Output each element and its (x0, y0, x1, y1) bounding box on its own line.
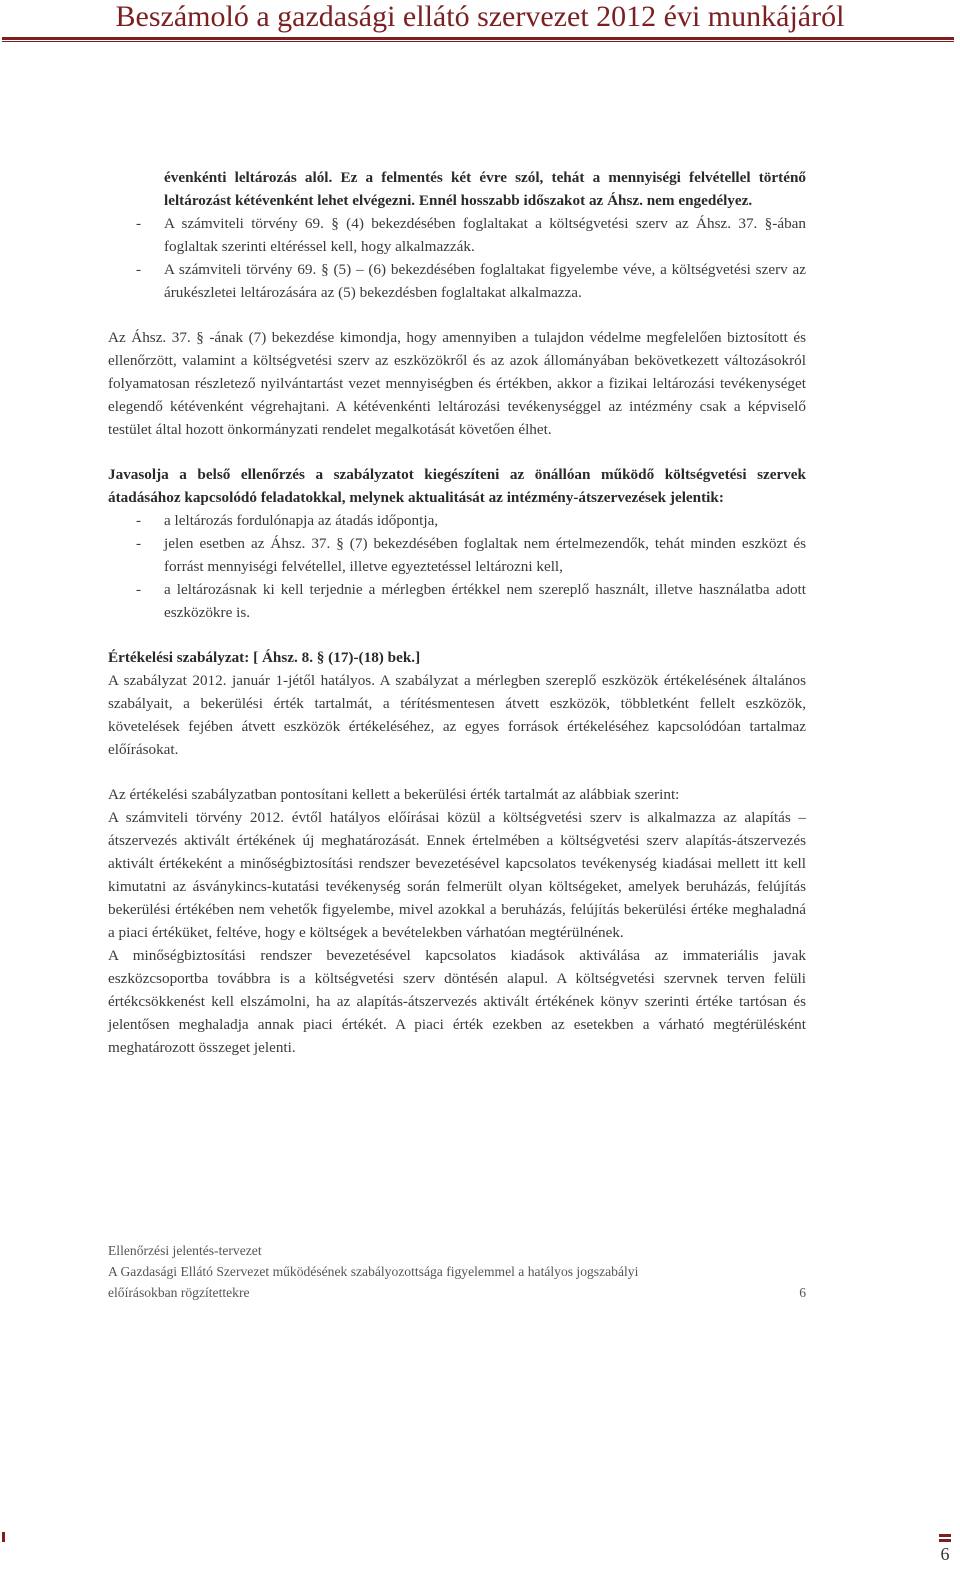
list-item: - a leltározásnak ki kell terjednie a mérlegben értékkel nem szereplő használt, illetve használatba adott eszközökre is. (136, 581, 806, 621)
page-title: Beszámoló a gazdasági ellátó szervezet 2012 évi munkájáról (115, 0, 845, 33)
header-divider-thin (2, 41, 954, 42)
list-item: - jelen esetben az Áhsz. 37. § (7) bekezdésében foglaltak nem értelmezendők, tehát minden eszközt és forrást mennyiségi felvétellel, illetve egyeztetéssel leltározni kell, (136, 535, 806, 575)
valuation-heading: Értékelési szabályzat: [ Áhsz. 8. § (17)-(18) bek.] (108, 649, 421, 666)
scanned-page-body (108, 166, 806, 1059)
page-marker (939, 1539, 951, 1542)
left-marker (2, 1532, 5, 1542)
dash-list-2 (108, 509, 806, 624)
scan-page-number: 6 (799, 1285, 806, 1300)
intro-paragraph: évenkénti leltározás alól. Ez a felmentés két évre szól, tehát a mennyiségi felvétellel történő leltározást kétévenként lehet elvégezni. Ennél hosszabb időszakot az Áhsz. nem engedélyez. (164, 169, 806, 209)
page-marker (939, 1534, 951, 1537)
list-item: - a leltározás fordulónapja az átadás időpontja, (136, 512, 439, 529)
paragraph-pontositas: Az értékelési szabályzatban pontosítani kellett a bekerülési érték tartalmát az alábbiak szerint: (108, 786, 680, 803)
footer-label: Ellenőrzési jelentés-tervezet (108, 1243, 262, 1258)
footer-subtitle: A Gazdasági Ellátó Szervezet működésének szabályozottsága figyelemmel a hatályos jogszabályi (108, 1264, 639, 1279)
dash-list-1 (108, 212, 806, 304)
paragraph-szabalyzat: A szabályzat 2012. január 1-jétől hatályos. A szabályzat a mérlegben szereplő eszközök értékelésének általános szabályait, a bekerülési érték tartalmát, a térítésmentesen átvett eszközök, többletként fellelt eszközök, követelések fejében átvett eszközök értékeléséhez, az egyes források értékeléséhez kapcsolódóan tartalmaz előírásokat. (108, 672, 806, 758)
scanned-page-footer (108, 1240, 806, 1303)
page-header (0, 0, 960, 44)
paragraph-leltarozas: Az Áhsz. 37. § -ának (7) bekezdése kimondja, hogy amennyiben a tulajdon védelme megfelelően biztosított és ellenőrzött, valamint a költségvetési szerv az eszközökről és az azok állományában bekövetkezett változásokról folyamatosan részletező nyilvántartást vezet mennyiségben és értékben, akkor a fizikai leltározási tevékenységet elegendő kétévenként végrehajtani. A kétévenkénti leltározási tevékenységgel az intézmény csak a képviselő testület által hozott önkormányzati rendelet megalkotását követően élhet. (108, 329, 806, 438)
list-item: - A számviteli törvény 69. § (5) – (6) bekezdésében foglaltakat figyelembe véve, a költségvetési szerv az árukészletei leltározására az (5) bekezdésben foglaltakat alkalmazza. (136, 261, 806, 301)
page-number: 6 (940, 1544, 950, 1564)
paragraph-minosegbiztositas: A minőségbiztosítási rendszer bevezetésével kapcsolatos kiadások aktiválása az immateriális javak eszközcsoportba továbbra is a költségvetési szerv döntésén alapul. A költségvetési szervnek terven felüli értékcsökkenést kell elszámolni, ha az alapítás-átszervezés aktivált értékének könyv szerinti értéke tartósan és jelentősen meghaladja annak piaci értékét. A piaci érték ezekben az esetekben a várható megtérülésként meghatározott összeget jelenti. (108, 947, 806, 1056)
footer-subtitle-cont: előírásokban rögzítettekre (108, 1285, 250, 1300)
list-item: - A számviteli törvény 69. § (4) bekezdésében foglaltakat a költségvetési szerv az Áhsz. 37. §-ában foglaltak szerinti eltéréssel kell, hogy alkalmazzák. (136, 215, 806, 255)
recommendation-paragraph: Javasolja a belső ellenőrzés a szabályzatot kiegészíteni az önállóan működő költségvetési szervek átadásához kapcsolódó feladatokkal, melynek aktualitását az intézmény-átszervezések jelentik: (108, 466, 806, 506)
paragraph-alapitas: A számviteli törvény 2012. évtől hatályos előírásai közül a költségvetési szerv is alkalmazza az alapítás – átszervezés aktivált értékének új meghatározását. Ennek értelmében a költségvetési szerv alapítás-átszervezés aktivált értékeként a minőségbiztosítási rendszer bevezetésével kapcsolatos tevékenység kiadásai mellett itt kell kimutatni az ásványkincs-kutatási tevékenység során felmerült olyan költségeket, amelyek beruházás, felújítás bekerülési értékében nem vehetők figyelembe, mivel azokkal a beruházás, felújítás bekerülési értéke meghaladná a piaci értéküket, feltéve, hogy e költségek a bevételekben várhatóan megtérülnének. (108, 809, 806, 941)
header-divider (2, 37, 954, 40)
page-number-block (938, 1534, 952, 1564)
